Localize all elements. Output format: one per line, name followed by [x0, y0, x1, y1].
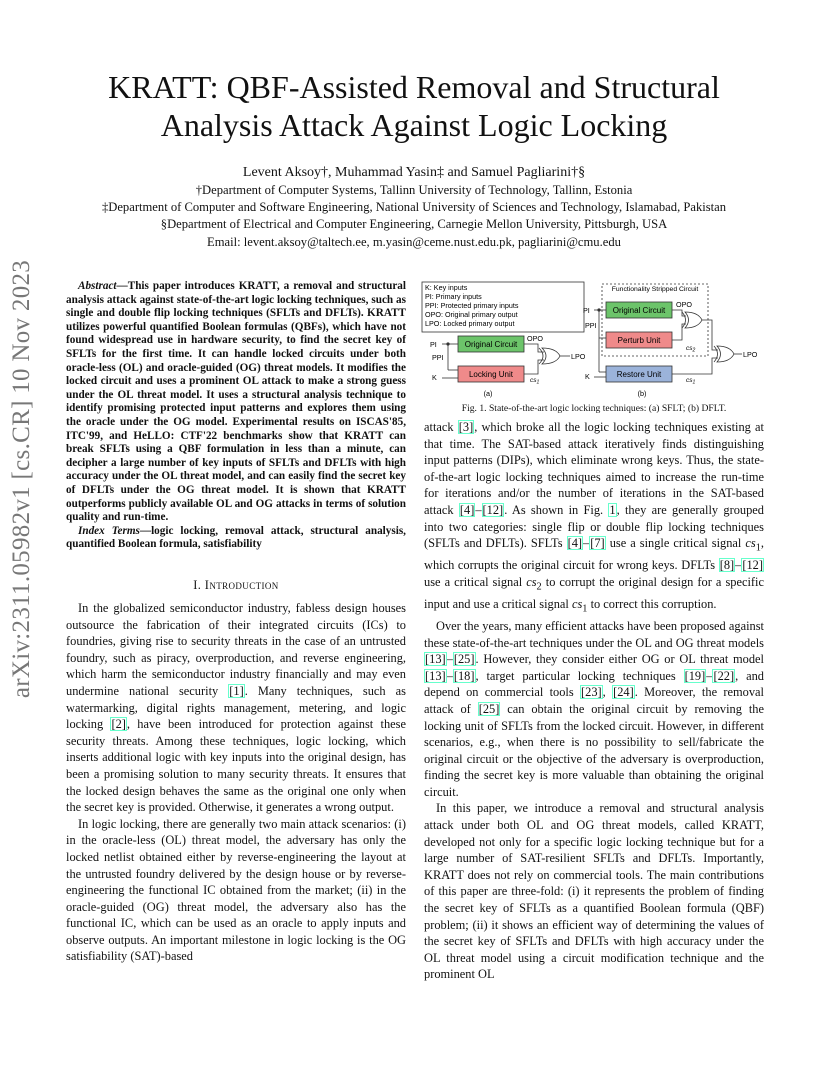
citation-link[interactable]: [18]	[453, 668, 475, 683]
title-line-2: Analysis Attack Against Logic Locking	[160, 107, 668, 143]
lpo-label-b: LPO	[743, 350, 758, 359]
pi-label-a: PI	[430, 340, 437, 349]
legend-item: OPO: Original primary output	[425, 310, 518, 319]
citation-link[interactable]: [13]	[425, 668, 446, 683]
citation-link[interactable]: [12]	[482, 502, 504, 517]
ppi-label-a: PPI	[432, 353, 444, 362]
intro-paragraph-2: In logic locking, there are generally two main attack scenarios: (i) in the oracle-less (OL) threat model, the adversary has only the locked netlist obtained either by reverse-engineering the layout at the untrusted foundry delivered by the design house or by reverse-engineering the functional IC obtained from the market; (ii) in the oracle-guided (OG) threat model, the adversary also has the functional IC, which can be used as an oracle to apply inputs and observe outputs. An important milestone in logic locking is the OG satisfiability (SAT)-based	[66, 816, 406, 964]
cs2-label: $cs_2$	[686, 345, 696, 354]
citation-link[interactable]: [23]	[581, 685, 602, 700]
k-label-b: K	[585, 372, 590, 381]
citation-link[interactable]: [7]	[590, 536, 605, 551]
affiliations	[40, 182, 788, 251]
citation-link[interactable]: [24]	[613, 685, 634, 700]
citation-link[interactable]: [1]	[229, 683, 244, 698]
cs1-label-b: $cs_1$	[686, 377, 696, 386]
pi-label-b: PI	[583, 306, 590, 315]
arxiv-stamp	[4, 259, 40, 699]
paper-title	[60, 68, 768, 144]
authors: Levent Aksoy†, Muhammad Yasin‡ and Samuel Pagliarini†§	[242, 165, 586, 180]
figure-ref-link[interactable]: 1	[609, 502, 616, 517]
abstract-text: —This paper introduces KRATT, a removal and structural analysis attack against state-of-the-art logic locking techniques, such as single and double flip locking techniques (SFLTs and DFLTs). KRATT utilizes powerful quantified Boolean formulas (QBFs), which have not found widespread use in hardware security, to find the secret key of SFLTs for the first time. It can handle locked circuits under both oracle-less (OL) and oracle-guided (OG) threat models. It modifies the locked circuit and uses a prominent OL attack to make a strong guess under the OL threat model. It uses a structural analysis technique to identify promising protected input patterns and explores them using the oracle under the OG model. Experimental results on ISCAS'85, ITC'99, and HeLLO: CTF'22 benchmarks show that KRATT can break SFLTs using a QBF formulation in less than a minute, can decipher a large number of key inputs of SFLTs and DFLTs with high accuracy under the OL threat model, and can easily find the secret key of DFLTs under the OG threat model. It is shown that KRATT outperforms publicly available OL and OG attacks in terms of solution quality and run-time.	[66, 280, 406, 524]
index-terms-text: —logic locking, removal attack, structural analysis, quantified Boolean formula, satisfiability	[66, 524, 406, 551]
lpo-label-a: LPO	[571, 352, 586, 361]
ppi-label-b: PPI	[585, 321, 597, 330]
email-line: Email: levent.aksoy@taltech.ee, m.yasin@ceme.nust.edu.pk, pagliarini@cmu.edu	[207, 234, 621, 249]
original-circuit-label-b: Original Circuit	[612, 306, 666, 315]
fsc-title: Functionality Stripped Circuit	[611, 286, 699, 293]
citation-link[interactable]: [3]	[458, 420, 474, 434]
affiliation-3: §Department of Electrical and Computer Engineering, Carnegie Mellon University, Pittsburgh, USA	[160, 217, 668, 232]
subfig-a-label: (a)	[483, 389, 493, 398]
title-line-1: KRATT: QBF-Assisted Removal and Structural	[108, 69, 720, 105]
affiliation-2: ‡Department of Computer and Software Engineering, National University of Sciences and Technology, Islamabad, Pakistan	[101, 200, 727, 215]
figure-1	[420, 280, 768, 404]
left-column-body	[66, 600, 406, 965]
abstract-paragraph	[66, 280, 406, 525]
citation-link[interactable]: [13]	[425, 652, 446, 667]
arxiv-stamp-text: arXiv:2311.05982v1 [cs.CR] 10 Nov 2023	[8, 259, 35, 699]
citation-link[interactable]: [12]	[742, 558, 763, 573]
citation-link[interactable]: [25]	[453, 652, 475, 667]
legend-item: PPI: Protected primary inputs	[425, 301, 519, 310]
original-circuit-label: Original Circuit	[464, 340, 518, 349]
locking-unit-label: Locking Unit	[468, 370, 514, 379]
section-heading: I. Introduction	[193, 578, 279, 592]
index-terms	[66, 525, 406, 552]
right-paragraph-0: attack [3], which broke all the logic locking techniques existing at that time. The SAT-based attack iteratively finds distinguishing input patterns (DIPs), which eliminate wrong keys. Thus, the state-of-the-art logic locking techniques aimed to increase the run-time for iterations and/or the number of iterations in the SAT-based attack [4]–[12]. As shown in Fig. 1, they are generally grouped into two categories: single flip or double flip locking techniques (SFLTs and DFLTs). SFLTs [4]–[7] use a single critical signal $cs_1$, which corrupts the original circuit for wrong keys. DFLTs [8]–[12] use a critical signal $cs_2$ to corrupt the original design for a specific input and use a critical signal $cs_1$ to correct this corruption.	[424, 420, 764, 615]
citation-link[interactable]: [8]	[719, 558, 735, 573]
citation-link[interactable]: [25]	[478, 701, 500, 716]
right-column-body	[424, 419, 764, 983]
cs1-label-a: $cs_1$	[530, 377, 540, 386]
right-paragraph-2: In this paper, we introduce a removal and structural analysis attack under both OL and OG threat models, called KRATT, developed not only for a specific logic locking technique but for a large number of SAT-resilient SFLTs and DFLTs. Importantly, KRATT does not rely on commercial tools. The main contributions of this paper are three-fold: (i) it represents the problem of finding the secret key of SFLTs as a quantified Boolean formula (QBF) problem; (ii) it shows an efficient way of determining the values of the secret key of SFLTs and DFLTs with high accuracy under the OL threat model using a circuit modification technique and the prominent OL	[424, 801, 764, 982]
legend-item: K: Key inputs	[425, 283, 468, 292]
k-label-a: K	[432, 373, 437, 382]
figure-caption: Fig. 1. State-of-the-art logic locking techniques: (a) SFLT; (b) DFLT.	[461, 403, 727, 414]
legend-item: PI: Primary inputs	[425, 292, 482, 301]
legend-item: LPO: Locked primary output	[425, 319, 515, 328]
citation-link[interactable]: [2]	[111, 717, 126, 732]
restore-unit-label: Restore Unit	[616, 370, 662, 379]
opo-label-b: OPO	[676, 300, 692, 309]
citation-link[interactable]: [4]	[459, 502, 475, 517]
index-terms-label: Index Terms	[78, 524, 140, 537]
figure-1-diagram	[420, 280, 768, 404]
opo-label-a: OPO	[527, 334, 543, 343]
intro-paragraph-1: In the globalized semiconductor industry, fabless design houses outsource the fabrication of their integrated circuits (ICs) to foundries, giving rise to security threats in the case of an untrusted foundry, such as piracy, overproduction, and reverse engineering, which harm the semiconductor industry financially and may even undermine national security [1]. Many techniques, such as watermarking, digital rights management, metering, and logic locking [2], have been introduced for protection against these security threats. Among these techniques, logic locking, which inserts additional logic with key inputs into the original design, has been a promising solution to many security threats. It ensures that the locked design behaves the same as the original one only when the secret key is provided. Otherwise, it generates a wrong output.	[66, 601, 406, 815]
xor-gate-b1	[685, 312, 702, 328]
xor-gate-b2	[717, 346, 734, 362]
subfig-b-label: (b)	[637, 389, 647, 398]
citation-link[interactable]: [19]	[684, 668, 706, 683]
right-paragraph-1: Over the years, many efficient attacks have been proposed against these state-of-the-art techniques under the OL and OG threat models [13]–[25]. However, they consider either OG or OL threat model [13]–[18], target particular locking techniques [19]–[22], and depend on commercial tools [23], [24]. Moreover, the removal attack of [25] can obtain the original circuit by removing the locking unit of SFLTs from the locked circuit. However, in different scenarios, e.g., when there is no possibility to sell/fabricate the original circuit or the objective of the adversary is overproduction, finding the secret key is more valuable than obtaining the original circuit.	[424, 618, 764, 799]
citation-link[interactable]: [4]	[567, 536, 583, 551]
citation-link[interactable]: [22]	[713, 668, 735, 683]
abstract	[66, 280, 406, 552]
perturb-unit-label: Perturb Unit	[617, 336, 661, 345]
abstract-label: Abstract	[78, 280, 117, 292]
affiliation-1: †Department of Computer Systems, Tallinn University of Technology, Tallinn, Estonia	[195, 183, 633, 197]
xor-gate-a	[542, 348, 560, 364]
